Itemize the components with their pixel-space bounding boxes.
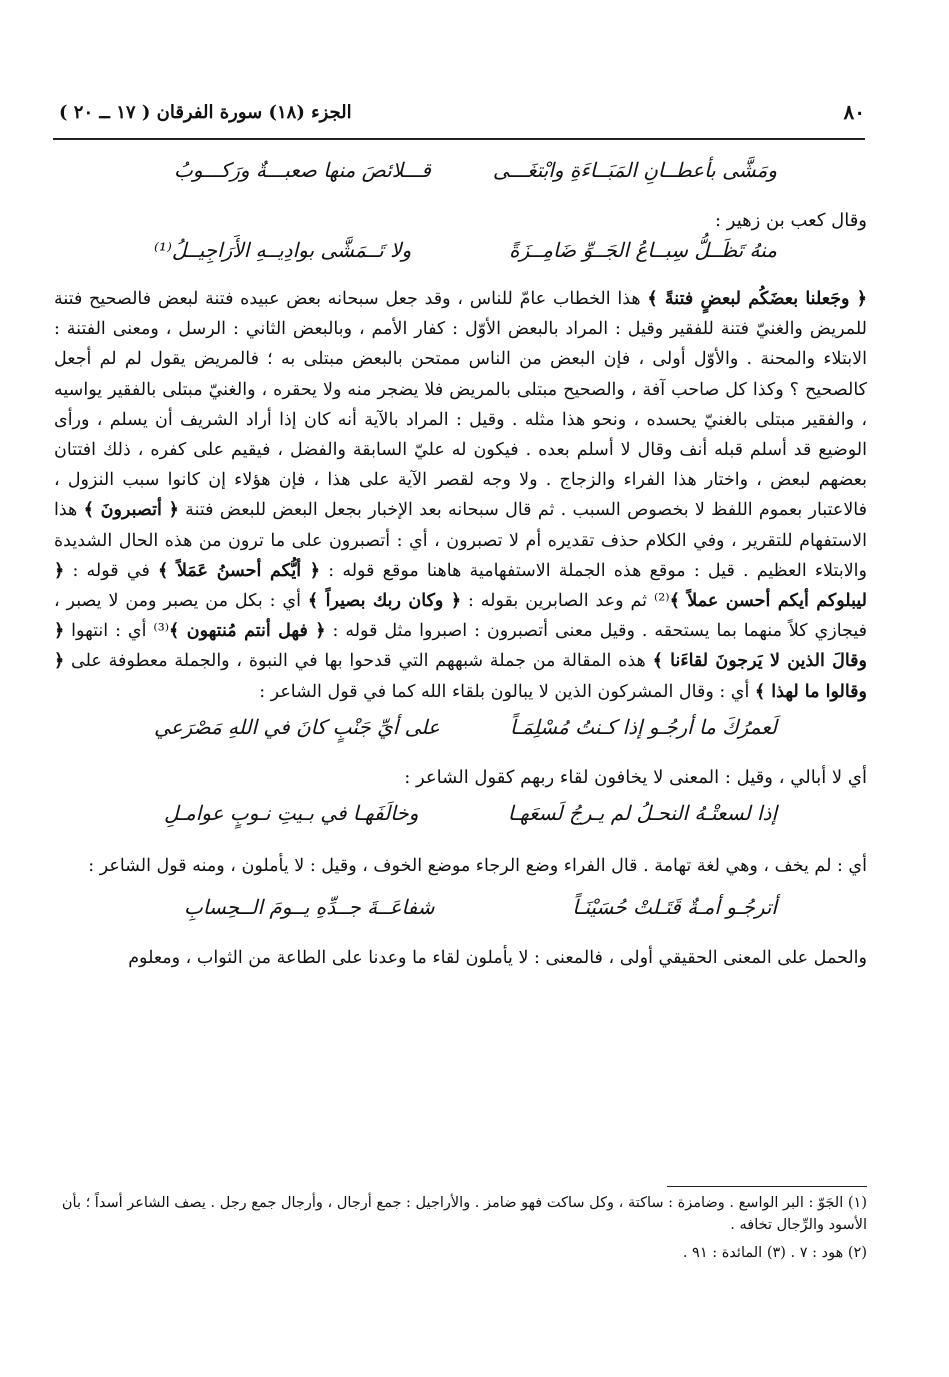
poet-intro: أي لا أبالي ، وقيل : المعنى لا يخافون لقاء ربهم كقول الشاعر : bbox=[404, 766, 867, 788]
commentary-text: هذه المقالة من جملة شبههم التي قدحوا بها في النبوة ، والجملة معطوفة على bbox=[64, 651, 653, 672]
footnotes bbox=[54, 1186, 867, 1264]
commentary-text: ⁽³⁾ أي : انتهوا bbox=[64, 621, 170, 642]
verse-line-1 bbox=[54, 150, 867, 206]
page-number: ٨٠ bbox=[843, 100, 865, 124]
verse-second-hemistich: شفاعَــةَ جــدِّهِ يــومَ الــحِسابِ bbox=[184, 895, 435, 920]
footnote-2: (٢) هود : ٧ . (٣) المائدة : ٩١ . bbox=[682, 1245, 867, 1261]
quran-quote: ﴿ فهل أنتم مُنتهون ﴾ bbox=[169, 621, 326, 642]
commentary-text: في قوله : bbox=[64, 560, 158, 581]
commentary-text: هذا الاستفهام للتقرير ، وفي الكلام حذف تقديره أم لا تصبرون ، أي : أتصبرون على ما ترون من هذه الحال الشديدة والابتلاء العظيم . قيل : موقع هذه الجملة الاستفهامية هاهنا موقع قوله : bbox=[54, 500, 867, 581]
verse-first-hemistich: لَعمرُكَ ما أرجُـو إذا كـنتُ مُسْلِمَـاً bbox=[510, 714, 777, 739]
quran-quote: ﴿ وكان ربك بصيراً ﴾ bbox=[307, 591, 462, 612]
footnote-1: (١) الجَوّ : البر الواسع . وضامزة : ساكتة ، وكل ساكت فهو ضامز . والأراجيل : جمع أرجال ، وأرجال جمع رجل . يصف الشاعر أسداً ؛ بأن الأسود والرِّجال تخافه . bbox=[61, 1195, 867, 1233]
commentary-text: ⁽²⁾ ثم وعد الصابرين بقوله : bbox=[461, 591, 670, 612]
commentary-paragraph bbox=[54, 284, 867, 707]
quran-quote: ﴿ وجَعلنا بعضَكُم لبعضٍ فتنةً ﴾ bbox=[647, 289, 867, 309]
verse-first-hemistich: إذا لسعتْـهُ النحـلُ لم يـرجُ لَسعَهـا bbox=[507, 800, 777, 825]
page-header bbox=[53, 92, 865, 140]
verse-second-hemistich: وخالَفَهـا في بـيتِ نـوبٍ عوامـلِ bbox=[164, 800, 419, 825]
commentary-paragraph: أي : لم يخف ، وهي لغة تهامة . قال الفراء وضع الرجاء موضع الخوف ، وقيل : لا يأملون ، ومنه قول الشاعر : bbox=[88, 855, 867, 876]
verse-first-hemistich: منهُ تَظَــلُّ سِبــاعُ الجَــوِّ ضَامِــزَةً bbox=[509, 238, 777, 262]
verse-line-5 bbox=[54, 881, 867, 941]
running-title: الجزء (١٨) سورة الفرقان ( ١٧ ــ ٢٠ ) bbox=[59, 102, 352, 123]
commentary-text: أي : بكل من يصبر ومن لا يصبر ، فيجازي كلاً منهما بما يستحقه . وقيل معنى أتصبرون : اصبروا مثل قوله : bbox=[54, 591, 867, 642]
main-text bbox=[54, 150, 867, 973]
verse-second-hemistich: على أيِّ جَنْبٍ كانَ في اللهِ مَصْرَعي bbox=[154, 714, 440, 739]
verse-first-hemistich: ومَشَّى بأعطــانِ المَبَــاءَةِ وابْتغَـــى bbox=[492, 158, 777, 182]
poet-intro: وقال كعب بن زهير : bbox=[715, 210, 867, 231]
quran-quote: ﴿ أيُّكم أحسنُ عَمَلاً ﴾ bbox=[158, 560, 321, 581]
verse-second-hemistich: قـــلائصَ منها صعبـــةٌ ورَكـــوبُ bbox=[174, 158, 431, 182]
quran-quote: ﴿ ليبلوكم أيكم أحسن عملاً ﴾ bbox=[54, 560, 867, 612]
commentary-text: أي : وقال المشركون الذين لا يبالون بلقاء الله كما في قول الشاعر : bbox=[259, 681, 755, 702]
quran-quote: ﴿ وقالَ الذين لا يَرجونَ لقاءَنا ﴾ bbox=[54, 621, 867, 672]
verse-second-hemistich: ولا تَــمَشَّى بوادِيــهِ الأَرَاجِيــلُ⁽¹⁾ bbox=[154, 238, 412, 262]
verse-line-4 bbox=[54, 793, 867, 849]
quran-quote: ﴿ أتصبرونَ ﴾ bbox=[83, 500, 179, 521]
verse-first-hemistich: أترجُـو أمـةٌ قَتَـلتْ حُسَيْنَـاً bbox=[572, 895, 777, 920]
commentary-text: هذا الخطاب عامّ للناس ، وقد جعل سبحانه بعض عبيده فتنة لبعض فالصحيح فتنة للمريض والغنيّ فتنة للفقير وقيل : المراد بالبعض الأوّل : كفار الأمم ، وبالبعض الثاني : الرسل ، ومعنى الفتنة : الابتلاء والمحنة . والأوّل أولى ، فإن البعض من الناس ممتحن بالبعض مبتلى به ؛ فالمريض يقول لم لم أجعل كالصحيح ؟ وكذا كل صاحب آفة ، والصحيح مبتلى بالمريض فلا يضجر منه ولا يحقره ، والغنيّ مبتلى بالفقير يواسيه ، والفقير مبتلى بالغنيّ يحسده ، ونحو هذا مثله . وقيل : المراد بالآية أنه كان إذا أراد الشريف أن يسلم ، ورأى الوضيع قد أسلم قبله أنف وقال لا أسلم بعده . فيكون له عليّ السابقة والفضل ، فيقيم على كفره ، ذلك افتتان بعضهم لبعض ، واختار هذا الفراء والزجاج . ولا وجه لقصر الآية على هذا ، فإن هؤلاء إن كانوا سبب النزول ، فالاعتبار بعموم اللفظ لا بخصوص السبب . ثم قال سبحانه بعد الإخبار بجعل البعض للبعض فتنة bbox=[54, 289, 868, 521]
verse-line-2 bbox=[54, 236, 867, 282]
quran-quote: ﴿ وقالوا ما لهذا ﴾ bbox=[54, 651, 867, 702]
footnote-divider bbox=[667, 1186, 867, 1187]
verse-line-3 bbox=[54, 707, 867, 763]
commentary-paragraph: والحمل على المعنى الحقيقي أولى ، فالمعنى : لا يأملون لقاء ما وعدنا على الطاعة من الثواب ، ومعلوم bbox=[128, 948, 867, 969]
